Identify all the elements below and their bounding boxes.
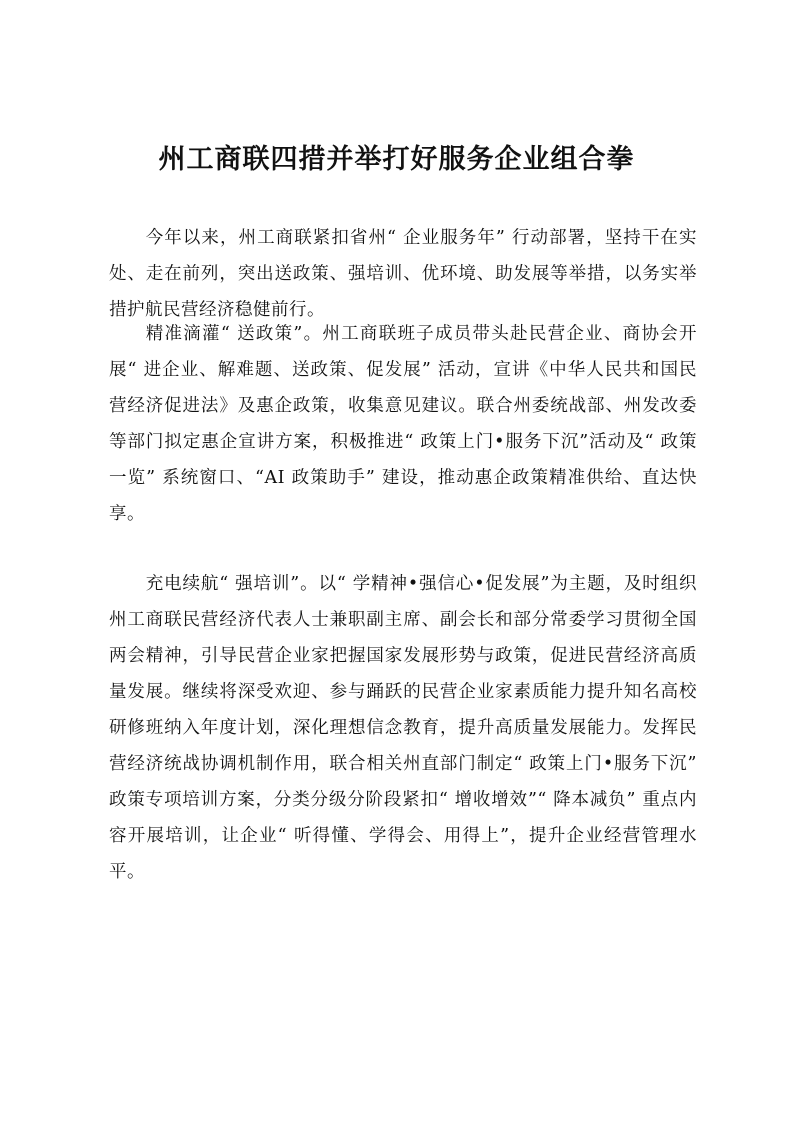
paragraph-policy: 精准滴灌“ 送政策”。州工商联班子成员带头赴民营企业、商协会开展“ 进企业、解难题、送政策、促发展” 活动，宣讲《中华人民共和国民营经济促进法》及惠企政策，收集意见建议。联合州委统战部、州发改委等部门拟定惠企宣讲方案，积极推进“ 政策上门•服务下沉”活动及“ 政策一览” 系统窗口、“AI 政策助手” 建设，推动惠企政策精准供给、直达快享。 <box>109 324 697 524</box>
paragraph-training: 充电续航“ 强培训”。以“ 学精神•强信心•促发展”为主题，及时组织州工商联民营经济代表人士兼职副主席、副会长和部分常委学习贯彻全国两会精神，引导民营企业家把握国家发展形势与政策，促进民营经济高质量发展。继续将深受欢迎、参与踊跃的民营企业家素质能力提升知名高校研修班纳入年度计划，深化理想信念教育，提升高质量发展能力。发挥民营经济统战协调机制作用，联合相关州直部门制定“ 政策上门•服务下沉” 政策专项培训方案，分类分级分阶段紧扣“ 增收增效”“ 降本减负” 重点内容开展培训，让企业“ 听得懂、学得会、用得上”，提升企业经营管理水平。 <box>109 574 697 882</box>
document-title: 州工商联四措并举打好服务企业组合拳 <box>158 144 635 175</box>
paragraph-intro: 今年以来，州工商联紧扣省州“ 企业服务年” 行动部署，坚持干在实处、走在前列，突出送政策、强培训、优环境、助发展等举措，以务实举措护航民营经济稳健前行。 <box>109 228 697 320</box>
